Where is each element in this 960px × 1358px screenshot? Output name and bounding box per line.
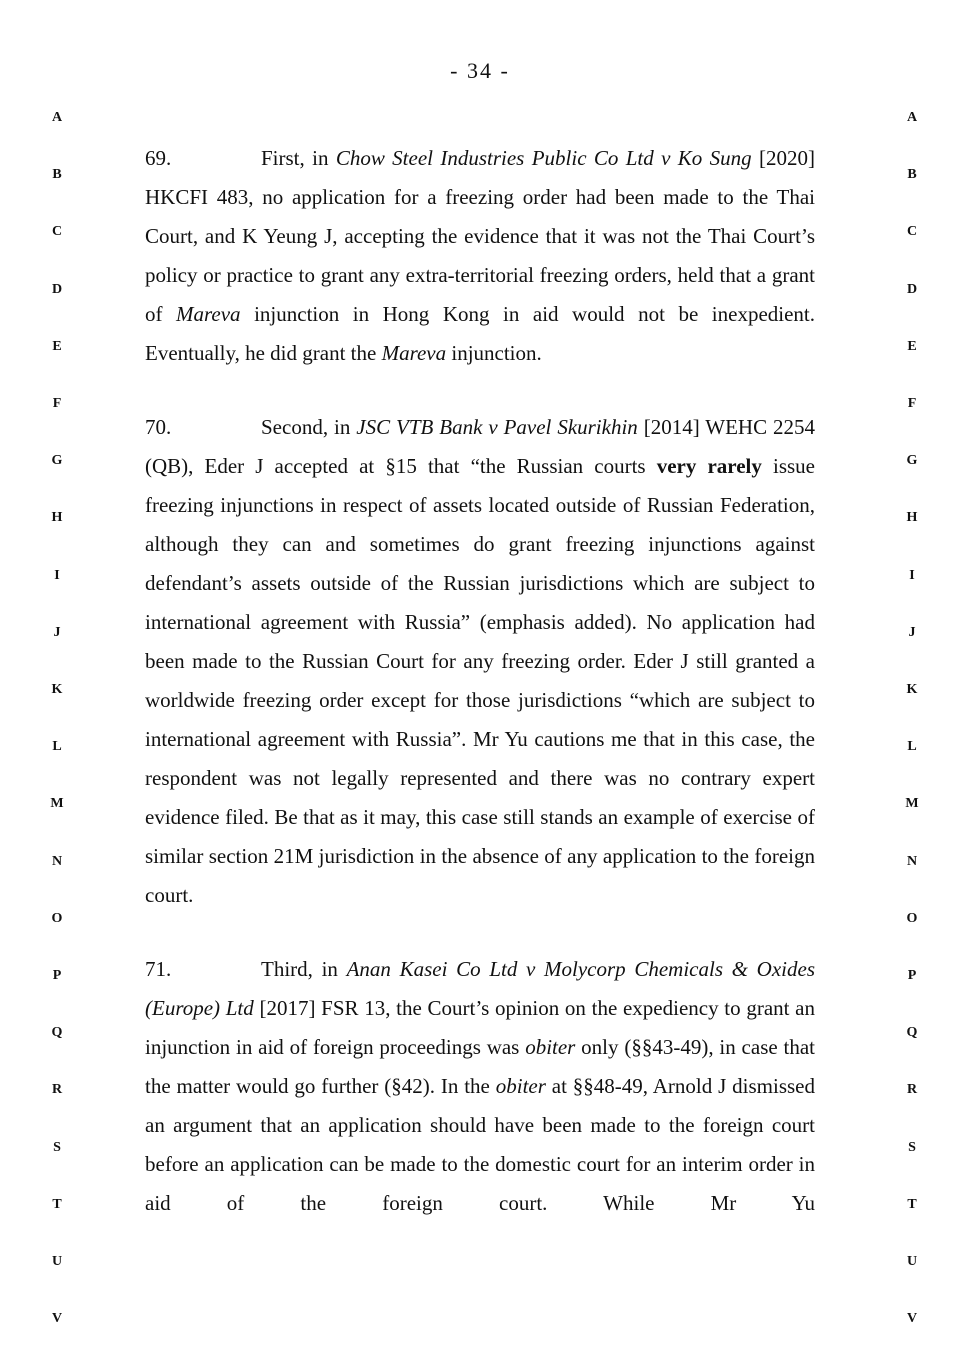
margin-letter-s: S [53, 1140, 61, 1155]
margin-letter-g: G [51, 453, 63, 468]
margin-letter-f: F [52, 396, 62, 411]
text-run: Mareva [176, 302, 241, 326]
margin-letter-p: P [52, 968, 62, 983]
margin-letter-u: U [51, 1254, 63, 1269]
text-run: Second, in [261, 415, 357, 439]
margin-letter-b: B [52, 167, 62, 182]
text-run: First, in [261, 146, 336, 170]
margin-letter-k: K [906, 682, 918, 697]
text-run: Third, in [261, 957, 347, 981]
margin-letter-r: R [906, 1082, 918, 1097]
margin-letter-b: B [907, 167, 917, 182]
paragraph-70 [145, 408, 815, 915]
margin-letter-o: O [51, 911, 63, 926]
margin-letter-d: D [51, 282, 63, 297]
judgment-body [145, 139, 815, 1258]
margin-letter-h: H [906, 510, 918, 525]
margin-letter-e: E [907, 339, 917, 354]
paragraph-number: 69. [145, 146, 172, 170]
text-run: [2014] WEHC 2254 (QB), Eder J accepted at §15 that “the Russian courts [145, 415, 816, 478]
margin-letter-i: I [54, 568, 60, 583]
margin-letter-l: L [52, 739, 62, 754]
margin-letter-q: Q [906, 1025, 918, 1040]
margin-letter-d: D [906, 282, 918, 297]
margin-letter-h: H [51, 510, 63, 525]
margin-letter-a: A [906, 110, 918, 125]
page-number: - 34 - [450, 58, 510, 83]
margin-letter-v: V [51, 1311, 63, 1326]
margin-letter-k: K [51, 682, 63, 697]
margin-letter-n: N [51, 854, 63, 869]
paragraph-text [145, 415, 815, 907]
margin-letter-r: R [51, 1082, 63, 1097]
text-run: Chow Steel Industries Public Co Ltd v Ko Sung [335, 146, 752, 170]
margin-letter-j: J [53, 625, 61, 640]
paragraph-text [145, 957, 815, 1215]
margin-letter-i: I [909, 568, 915, 583]
margin-letter-e: E [52, 339, 62, 354]
margin-letter-p: P [907, 968, 917, 983]
margin-letter-m: M [905, 796, 919, 811]
text-run: obiter [525, 1035, 576, 1059]
margin-letter-n: N [906, 854, 918, 869]
text-run: at §§48-49, Arnold J dismissed an argument that an application should have been made to the foreign court before an application can be made to the domestic court for an interim order in aid of the foreign court. While Mr Yu [145, 1074, 815, 1215]
margin-letter-u: U [906, 1254, 918, 1269]
margin-letter-v: V [906, 1311, 918, 1326]
text-run: JSC VTB Bank v Pavel Skurikhin [356, 415, 638, 439]
margin-letter-l: L [907, 739, 917, 754]
text-run: injunction in Hong Kong in aid would not be inexpedient. Eventually, he did grant the [145, 302, 816, 365]
text-run: issue freezing injunctions in respect of assets located outside of Russian Federation, although they can and sometimes do grant freezing injunctions against defendant’s assets outside of the Russian jurisdictions which are subject to international agreement with Russia” (emphasis added). No application had been made to the Russian Court for any freezing order. Eder J still granted a worldwide freezing order except for those jurisdictions “which are subject to international agreement with Russia”. Mr Yu cautions me that in this case, the respondent was not legally represented and there was no contrary expert evidence filed. Be that as it may, this case still stands an example of exercise of similar section 21M jurisdiction in the absence of any application to the foreign court. [145, 454, 815, 907]
margin-letter-q: Q [51, 1025, 63, 1040]
paragraph-text [145, 146, 815, 365]
text-run: injunction. [446, 341, 542, 365]
paragraph-number: 71. [145, 957, 172, 981]
margin-letter-j: J [908, 625, 916, 640]
text-run: [2020] HKCFI 483, no application for a freezing order had been made to the Thai Court, and K Yeung J, accepting the evidence that it was not the Thai Court’s policy or practice to grant any extra-territorial freezing orders, held that a grant of [145, 146, 815, 326]
paragraph-69 [145, 139, 815, 373]
margin-letter-a: A [51, 110, 63, 125]
text-run: Mareva [381, 341, 447, 365]
text-run: obiter [495, 1074, 546, 1098]
text-run: only (§§43-49), in case that the matter would go further (§42). In the [145, 1035, 816, 1098]
paragraph-number: 70. [145, 415, 172, 439]
margin-letter-c: C [51, 224, 63, 239]
paragraph-71 [145, 950, 815, 1223]
margin-letter-t: T [907, 1197, 917, 1212]
margin-letter-t: T [52, 1197, 62, 1212]
margin-letter-c: C [906, 224, 918, 239]
margin-letter-g: G [906, 453, 918, 468]
text-run: [2017] FSR 13, the Court’s opinion on the expediency to grant an injunction in aid of foreign proceedings was [145, 996, 816, 1059]
margin-letter-m: M [50, 796, 64, 811]
margin-letter-f: F [907, 396, 917, 411]
text-run: very rarely [656, 454, 762, 478]
margin-letter-s: S [908, 1140, 916, 1155]
text-run: Anan Kasei Co Ltd v Molycorp Chemicals & Oxides (Europe) Ltd [145, 957, 815, 1020]
margin-letter-o: O [906, 911, 918, 926]
